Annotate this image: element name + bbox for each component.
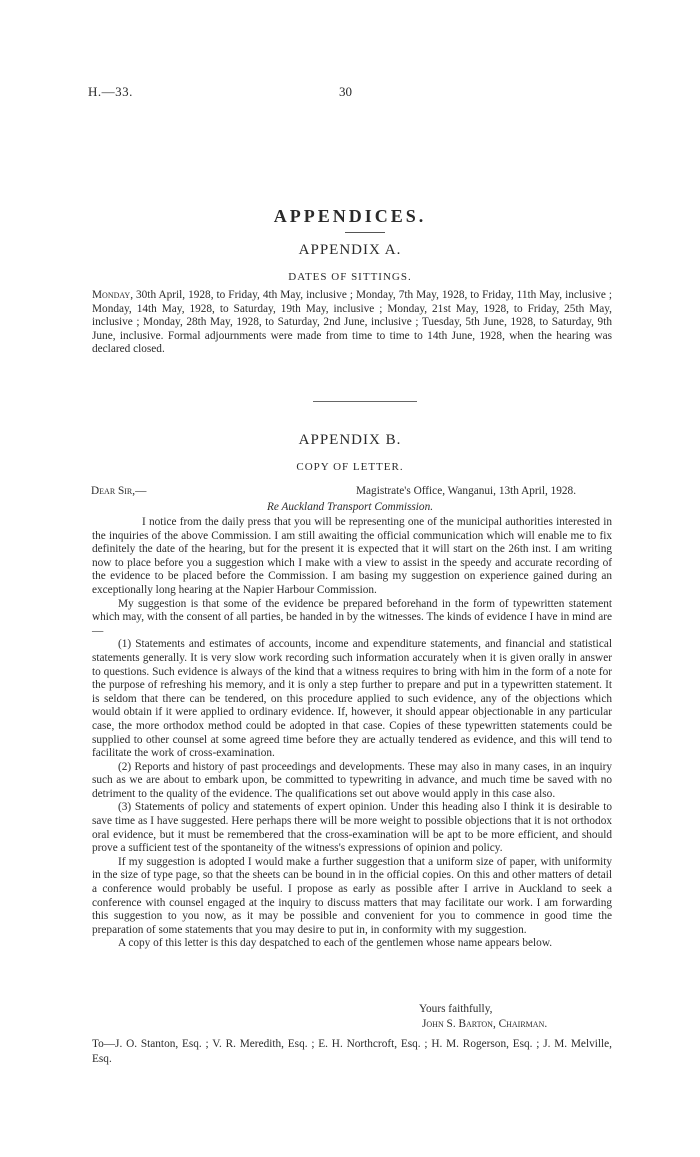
letter-body [92,516,612,951]
appendix-a-lead-word: Monday [92,289,131,301]
appendix-a-subheading: DATES OF SITTINGS. [288,271,412,283]
letter-signature: John S. Barton, Chairman. [422,1018,548,1030]
letter-paragraph: (1) Statements and estimates of accounts, income and expenditure statements, and financial and statistical statements generally. It is very slow work recording such information accurately when it is given orally in answer to questions. Such evidence is always of the kind that a witness requires to bring with him in the form of a note for the purpose of refreshing his memory, and it is only a step further to prepare and put in a typewritten statement. It is seldom that there can be tendered, on this procedure applied to such evidence, any of the objections which would obtain if it were applied to ordinary evidence. If, however, it should appear objectionable in any particular case, the more orthodox method could be adopted in that case. Copies of these typewritten statements could be supplied to other counsel at some agreed time before they are actually tendered as evidence, and this will tend to facilitate the work of cross-examination. [92,638,612,760]
appendix-a-text: , 30th April, 1928, to Friday, 4th May, inclusive ; Monday, 7th May, 1928, to Friday, 11th May, inclusive ; Monday, 14th May, 1928, to Saturday, 19th May, inclusive ; Monday, 21st May, 1928, to Friday, 25th May, inclusive ; Monday, 28th May, 1928, to Saturday, 2nd June, inclusive ; Tuesday, 5th June, 1928, to Saturday, 9th June, inclusive. Formal adjournments were made from time to time to 14th June, 1928, when the hearing was declared closed. [92,289,612,356]
letter-address: Magistrate's Office, Wanganui, 13th April, 1928. [356,485,577,497]
letter-paragraph: (3) Statements of policy and statements of expert opinion. Under this heading also I think it is desirable to save time as I have suggested. Here perhaps there will be more weight to possible objections that it is not orthodox oral evidence, but it must be remembered that the cross-examination will be apt to be more efficient, and should prove a sufficient test of the spontaneity of the witness's expressions of opinion and policy. [92,801,612,855]
letter-paragraph: A copy of this letter is this day despatched to each of the gentlemen whose name appears below. [118,937,553,950]
letter-paragraph: I notice from the daily press that you will be representing one of the municipal authorities interested in the inquiries of the above Commission. I am still awaiting the official communication which will enable me to fix definitely the date of the hearing, but for the present it is expected that it will start on the 26th inst. I am writing now to place before you a suggestion which I make with a view to assist in the speedy and accurate recording of the evidence to be placed before the Commission. I am basing my suggestion on experience gained during an exceptionally long hearing at the Napier Harbour Commission. [92,516,612,596]
section-divider [313,401,417,402]
appendix-a-paragraph [92,289,612,357]
letter-paragraph: If my suggestion is adopted I would make a further suggestion that a uniform size of paper, with uniformity in the size of type page, so that the sheets can be bound in in the official copies. On this and other matters of detail a conference would probably be useful. I propose as early as possible after I arrive in Auckland to seek a conference with counsel engaged at the inquiry to discuss matters that may facilitate our work. I am forwarding this suggestion to you now, as it may be possible and convenient for you to commence in good time the preparation of some statements that you may desire to put in, in conformity with my suggestion. [92,855,612,936]
letter-salutation: Dear Sir,— [91,485,147,497]
appendix-a-heading: APPENDIX A. [298,242,402,258]
letter-recipients: To—J. O. Stanton, Esq. ; V. R. Meredith, Esq. ; E. H. Northcroft, Esq. ; H. M. Rogerson, Esq. ; J. M. Melville, Esq. [92,1038,612,1065]
letter-paragraph: (2) Reports and history of past proceedings and developments. These may also in many cases, in an inquiry such as we are about to embark upon, be committed to typewriting in advance, and much time be saved with no detriment to the quality of the evidence. The qualifications set out above would apply in this case also. [92,760,612,800]
appendix-b-subheading: COPY OF LETTER. [296,461,404,473]
letter-closing: Yours faithfully, [419,1003,493,1015]
appendix-b-heading: APPENDIX B. [298,432,402,448]
title-divider [345,232,385,233]
page-title: APPENDICES. [273,206,427,226]
letter-paragraph: My suggestion is that some of the evidence be prepared beforehand in the form of typewritten statement which may, with the consent of all parties, be handed in by the witnesses. The kinds of evidence I have in mind are— [92,597,612,637]
page-number: 30 [339,84,352,99]
letter-subject: Re Auckland Transport Commission. [266,501,434,513]
document-reference: H.—33. [88,84,133,99]
